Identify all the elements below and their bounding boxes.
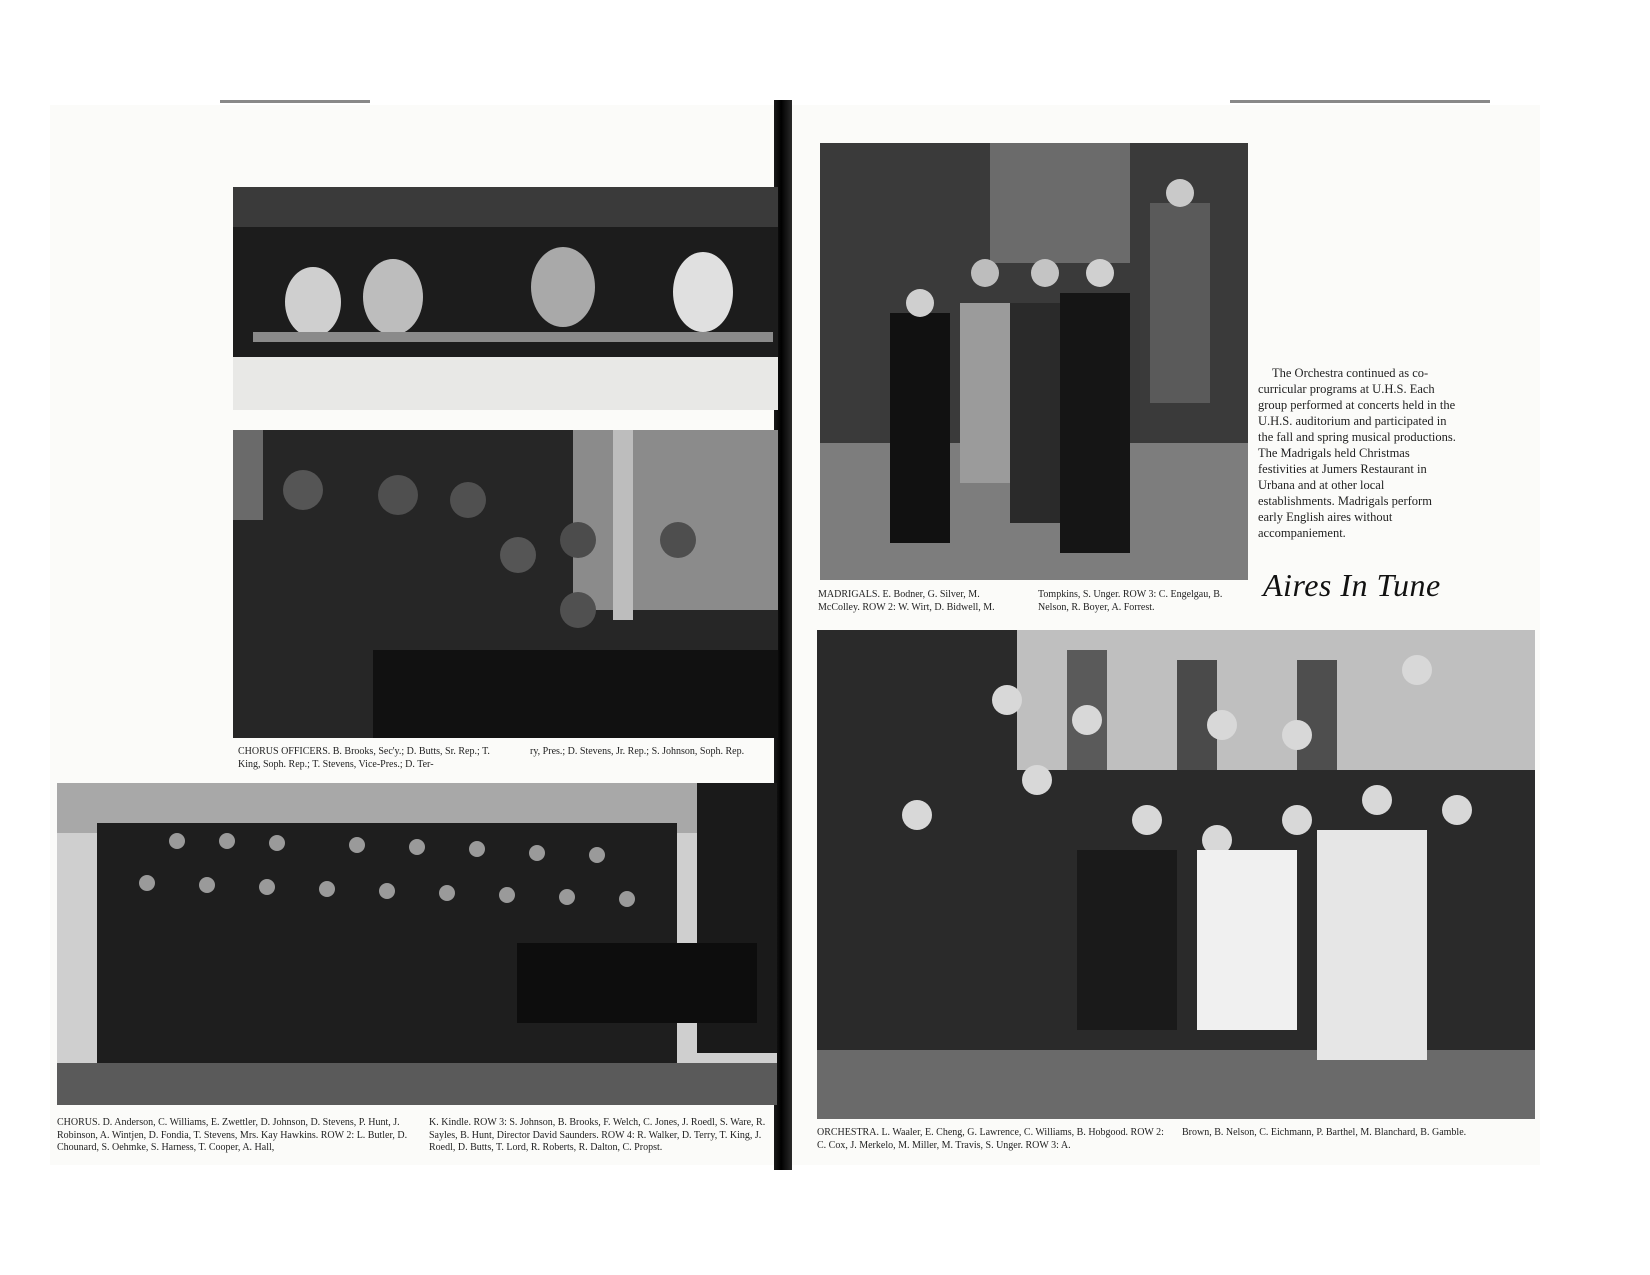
- madrigals-caption-col2: Tompkins, S. Unger. ROW 3: C. Engelgau, B. Nelson, R. Boyer, A. Forrest.: [1038, 589, 1223, 613]
- chorus-caption-col1: CHORUS. D. Anderson, C. Williams, E. Zwettler, D. Johnson, D. Stevens, P. Hunt, J. Robinson, A. Wintjen, D. Fondia, T. Stevens, Mrs. Kay Hawkins. ROW 2: L. Butler, D. Chounard, S. Oehmke, S. Harness, T. Cooper, A. Hall,: [57, 1117, 408, 1153]
- chorus-caption: [57, 1117, 777, 1157]
- madrigals-caption: [818, 589, 1250, 617]
- madrigal-dinner-photo: [233, 187, 778, 410]
- orchestra-photo: [817, 630, 1535, 1119]
- orchestra-caption-col2: Brown, B. Nelson, C. Eichmann, P. Barthel, M. Blanchard, B. Gamble.: [1182, 1127, 1467, 1138]
- madrigals-photo: [820, 143, 1248, 580]
- orchestra-caption-col1: ORCHESTRA. L. Waaler, E. Cheng, G. Lawrence, C. Williams, B. Hobgood. ROW 2: C. Cox, J. Merkelo, M. Miller, M. Travis, S. Unger. ROW 3: A.: [817, 1127, 1164, 1151]
- chorus-caption-col2: K. Kindle. ROW 3: S. Johnson, B. Brooks, F. Welch, C. Jones, J. Roedl, S. Ware, R. Sayles, B. Hunt, Director David Saunders. ROW 4: R. Walker, D. Terry, T. King, J. Roedl, D. Butts, T. Lord, R. Roberts, R. Dalton, C. Propst.: [429, 1117, 766, 1153]
- chorus-group-photo: [57, 783, 777, 1105]
- chorus-officers-caption-col2: ry, Pres.; D. Stevens, Jr. Rep.; S. Johnson, Soph. Rep.: [530, 746, 745, 757]
- madrigals-caption-col1: MADRIGALS. E. Bodner, G. Silver, M. McColley. ROW 2: W. Wirt, D. Bidwell, M.: [818, 589, 995, 613]
- chorus-officers-caption-col1: CHORUS OFFICERS. B. Brooks, Sec'y.; D. Butts, Sr. Rep.; T. King, Soph. Rep.; T. Stevens, Vice-Pres.; D. Ter-: [238, 746, 490, 770]
- orchestra-caption: [817, 1127, 1535, 1155]
- chorus-officers-caption: [238, 746, 778, 776]
- article-body: [1258, 365, 1458, 541]
- article-paragraph: The Orchestra continued as co-curricular programs at U.H.S. Each group performed at concerts held in the U.H.S. auditorium and participated in the fall and spring musical productions. The Madrigals held Christmas festivities at Jumers Restaurant in Urbana and at other local establishments. Madrigals perform early English aires without accompaniement.: [1258, 366, 1456, 540]
- chorus-officers-photo: [233, 430, 778, 738]
- page-headline: Aires In Tune: [1263, 567, 1441, 603]
